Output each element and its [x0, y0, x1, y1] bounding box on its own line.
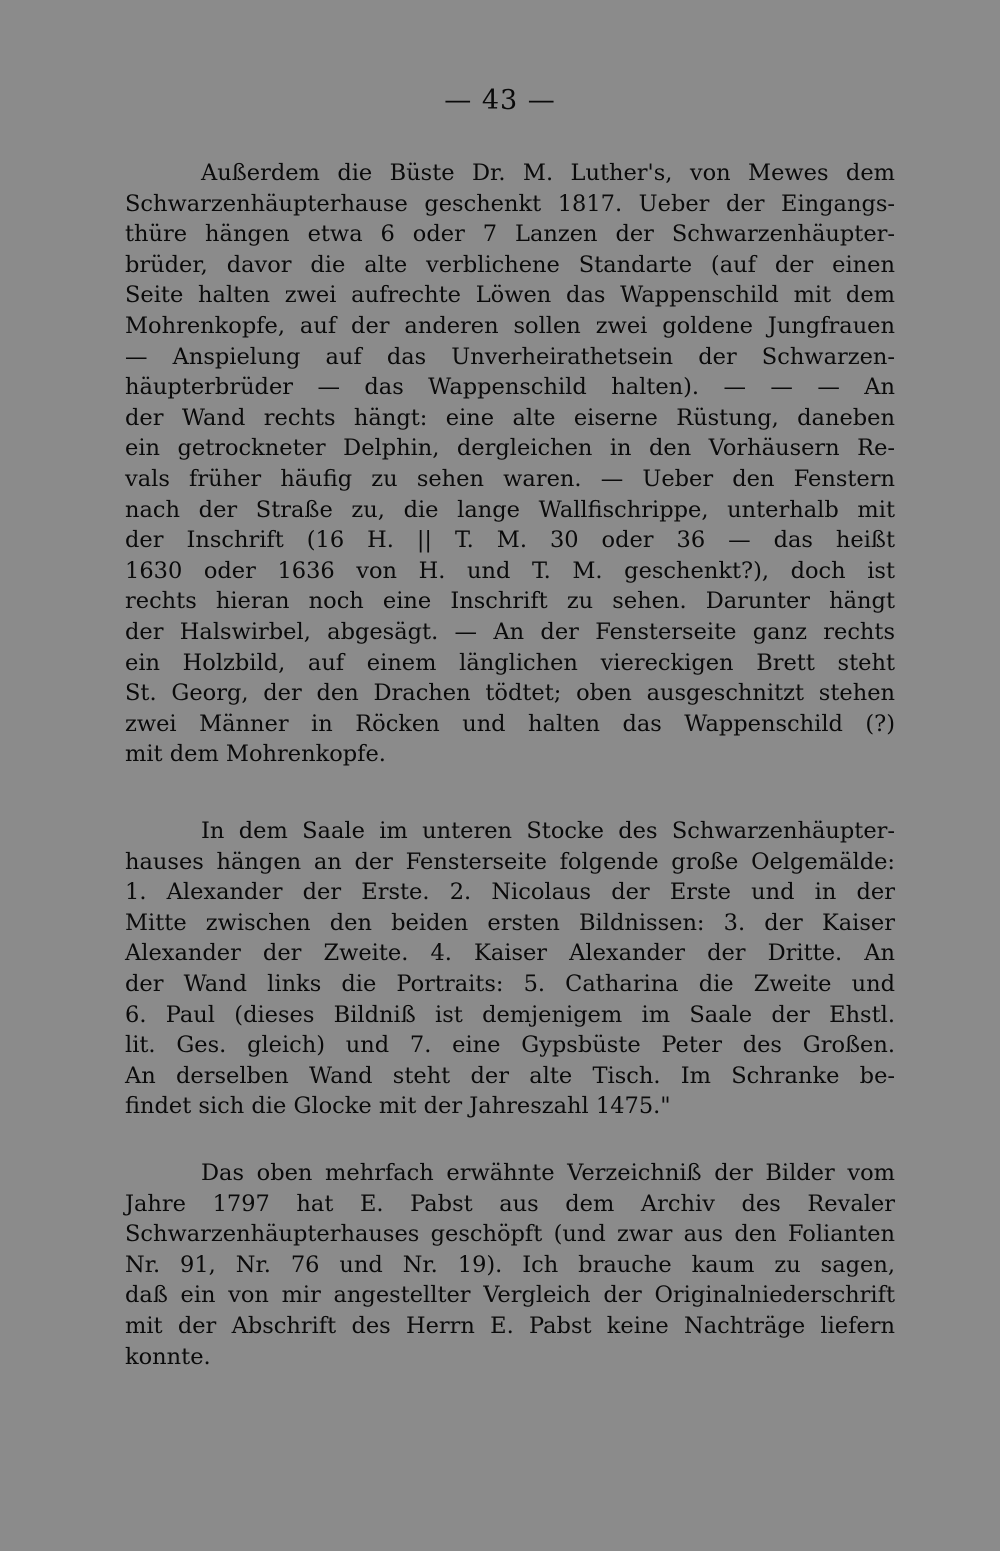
text-line: An derselben Wand steht der alte Tisch. Im Schranke be- [125, 1062, 895, 1089]
text-line: Alexander der Zweite. 4. Kaiser Alexander der Dritte. An [125, 940, 895, 967]
page-number: — 43 — [444, 85, 556, 116]
text-line: zwei Männer in Röcken und halten das Wappenschild (?) [125, 710, 895, 737]
text-line: nach der Straße zu, die lange Wallfischrippe, unterhalb mit [125, 496, 895, 523]
text-line: thüre hängen etwa 6 oder 7 Lanzen der Schwarzenhäupter- [125, 221, 895, 248]
text-line: 1630 oder 1636 von H. und T. M. geschenkt?), doch ist [125, 557, 895, 584]
text-line: der Halswirbel, abgesägt. — An der Fensterseite ganz rechts [125, 618, 895, 645]
text-line: rechts hieran noch eine Inschrift zu sehen. Darunter hängt [125, 588, 895, 615]
paragraph-busts-and-relics [125, 158, 895, 770]
text-line: brüder, davor die alte verblichene Standarte (auf der einen [125, 251, 895, 278]
text-line: lit. Ges. gleich) und 7. eine Gypsbüste Peter des Großen. [125, 1032, 895, 1059]
text-line: konnte. [125, 1343, 211, 1370]
text-line: 1. Alexander der Erste. 2. Nicolaus der Erste und in der [125, 879, 895, 906]
text-line: häupterbrüder — das Wappenschild halten). — — — An [125, 374, 895, 401]
text-line: der Wand links die Portraits: 5. Catharina die Zweite und [125, 970, 895, 997]
text-line: Seite halten zwei aufrechte Löwen das Wappenschild mit dem [125, 282, 895, 309]
text-line: St. Georg, der den Drachen tödtet; oben ausgeschnitzt stehen [125, 680, 895, 707]
text-line: Das oben mehrfach erwähnte Verzeichniß der Bilder vom [201, 1160, 895, 1186]
text-line: — Anspielung auf das Unverheirathetsein der Schwarzen- [125, 343, 895, 370]
text-line: mit dem Mohrenkopfe. [125, 741, 386, 768]
text-line: 6. Paul (dieses Bildniß ist demjenigem im Saale der Ehstl. [125, 1001, 895, 1028]
text-line: der Inschrift (16 H. || T. M. 30 oder 36 — das heißt [125, 527, 895, 554]
text-line: ein getrockneter Delphin, dergleichen in den Vorhäusern Re- [125, 435, 895, 462]
text-line: vals früher häufig zu sehen waren. — Ueber den Fenstern [125, 465, 895, 492]
text-line: Schwarzenhäupterhause geschenkt 1817. Ueber der Eingangs- [125, 190, 895, 217]
text-line: hauses hängen an der Fensterseite folgende große Oelgemälde: [125, 848, 895, 875]
text-line: Jahre 1797 hat E. Pabst aus dem Archiv des Revaler [125, 1190, 895, 1217]
text-line: mit der Abschrift des Herrn E. Pabst keine Nachträge liefern [125, 1312, 895, 1339]
text-line: Mitte zwischen den beiden ersten Bildnissen: 3. der Kaiser [125, 909, 895, 936]
text-line: Mohrenkopfe, auf der anderen sollen zwei goldene Jungfrauen [125, 312, 895, 339]
text-line: Nr. 91, Nr. 76 und Nr. 19). Ich brauche kaum zu sagen, [125, 1251, 895, 1278]
text-line: ein Holzbild, auf einem länglichen viereckigen Brett steht [125, 649, 895, 676]
paragraph-oil-paintings [125, 816, 895, 1122]
text-line: der Wand rechts hängt: eine alte eiserne Rüstung, daneben [125, 404, 895, 431]
text-line: findet sich die Glocke mit der Jahreszahl 1475." [125, 1093, 671, 1120]
text-line: Außerdem die Büste Dr. M. Luther's, von Mewes dem [201, 160, 895, 186]
text-line: In dem Saale im unteren Stocke des Schwarzenhäupter- [201, 818, 895, 844]
text-line: Schwarzenhäupterhauses geschöpft (und zwar aus den Folianten [125, 1221, 895, 1248]
text-line: daß ein von mir angestellter Vergleich der Originalniederschrift [125, 1282, 895, 1309]
paragraph-inventory-source [125, 1158, 895, 1372]
